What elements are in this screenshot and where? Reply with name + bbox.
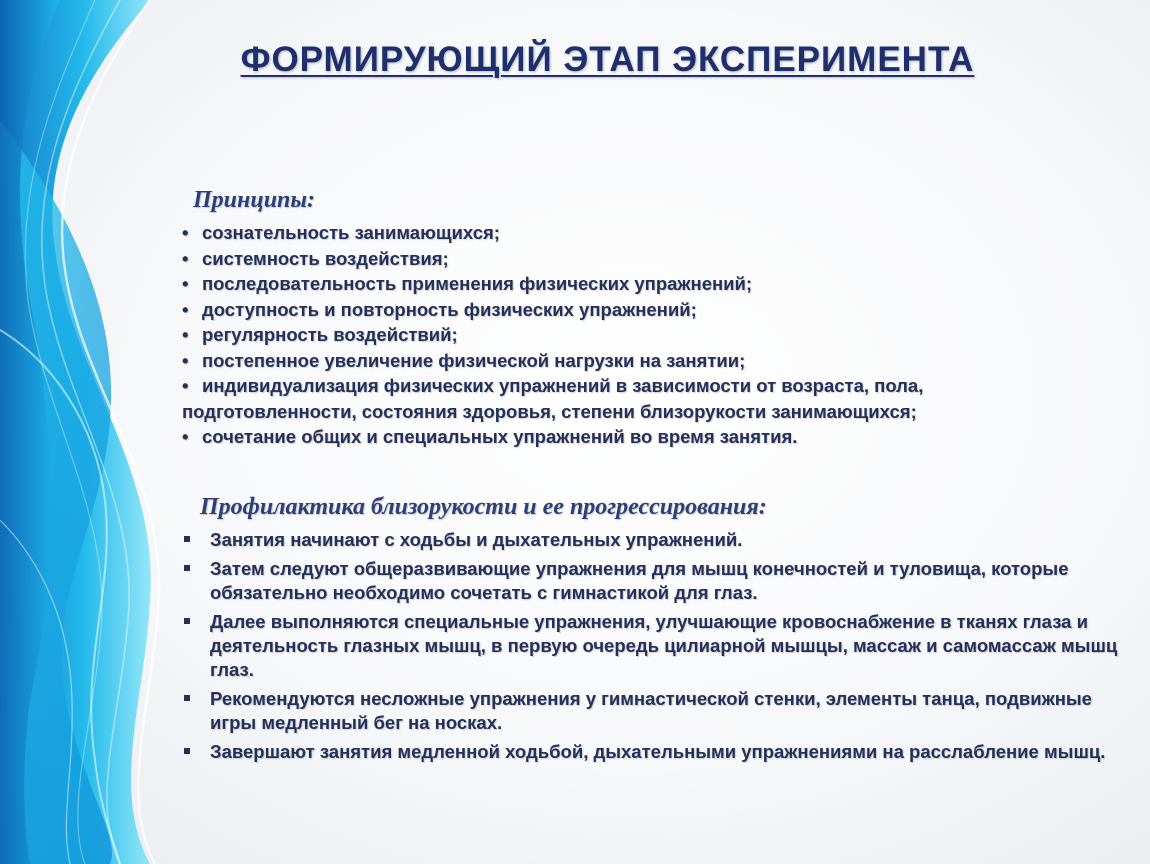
principles-heading: Принципы: xyxy=(193,187,316,213)
bullet-icon: • xyxy=(182,247,189,269)
list-item: Занятия начинают с ходьбы и дыхательных упражнений. xyxy=(182,528,1122,552)
bullet-icon: • xyxy=(182,273,189,294)
list-item: • сознательность занимающихся; xyxy=(182,220,923,246)
bullet-icon: • xyxy=(182,324,189,345)
square-bullet-icon xyxy=(184,536,190,542)
slide-title: ФОРМИРУЮЩИЙ ЭТАП ЭКСПЕРИМЕНТА xyxy=(240,40,975,79)
list-item: • последовательность применения физических упражнений; xyxy=(182,271,923,297)
list-item: • системность воздействия; xyxy=(182,246,923,272)
square-bullet-icon xyxy=(184,618,190,624)
principles-list xyxy=(182,220,923,450)
bullet-icon: • xyxy=(182,426,189,447)
list-item: Затем следуют общеразвивающие упражнения для мышц конечностей и туловища, которые обязательно необходимо сочетать с гимнастикой для глаз. xyxy=(182,557,1122,605)
list-item: Далее выполняются специальные упражнения, улучшающие кровоснабжение в тканях глаза и деятельность глазных мышц, в первую очередь цилиарной мышцы, массаж и самомассаж мышц глаз. xyxy=(182,610,1122,682)
square-bullet-icon xyxy=(184,695,190,701)
prevention-heading: Профилактика близорукости и ее прогрессирования: xyxy=(200,494,767,520)
list-item-continuation: подготовленности, состояния здоровья, степени близорукости занимающихся; xyxy=(182,400,917,422)
bullet-icon: • xyxy=(182,298,189,320)
list-item: Завершают занятия медленной ходьбой, дыхательными упражнениями на расслабление мышц. xyxy=(182,740,1122,764)
square-bullet-icon xyxy=(184,565,190,571)
list-item: • постепенное увеличение физической нагрузки на занятии; xyxy=(182,348,923,374)
list-item: Рекомендуются несложные упражнения у гимнастической стенки, элементы танца, подвижные игры медленный бег на носках. xyxy=(182,687,1122,735)
list-item: • сочетание общих и специальных упражнений во время занятия. xyxy=(182,424,923,450)
square-bullet-icon xyxy=(184,748,190,754)
bullet-icon: • xyxy=(182,375,189,396)
list-item: • индивидуализация физических упражнений в зависимости от возраста, пола, xyxy=(182,373,923,399)
list-item: • регулярность воздействий; xyxy=(182,322,923,348)
bullet-icon: • xyxy=(182,222,189,243)
bullet-icon: • xyxy=(182,349,189,371)
list-item: • доступность и повторность физических упражнений; xyxy=(182,297,923,323)
prevention-list xyxy=(182,528,1122,769)
